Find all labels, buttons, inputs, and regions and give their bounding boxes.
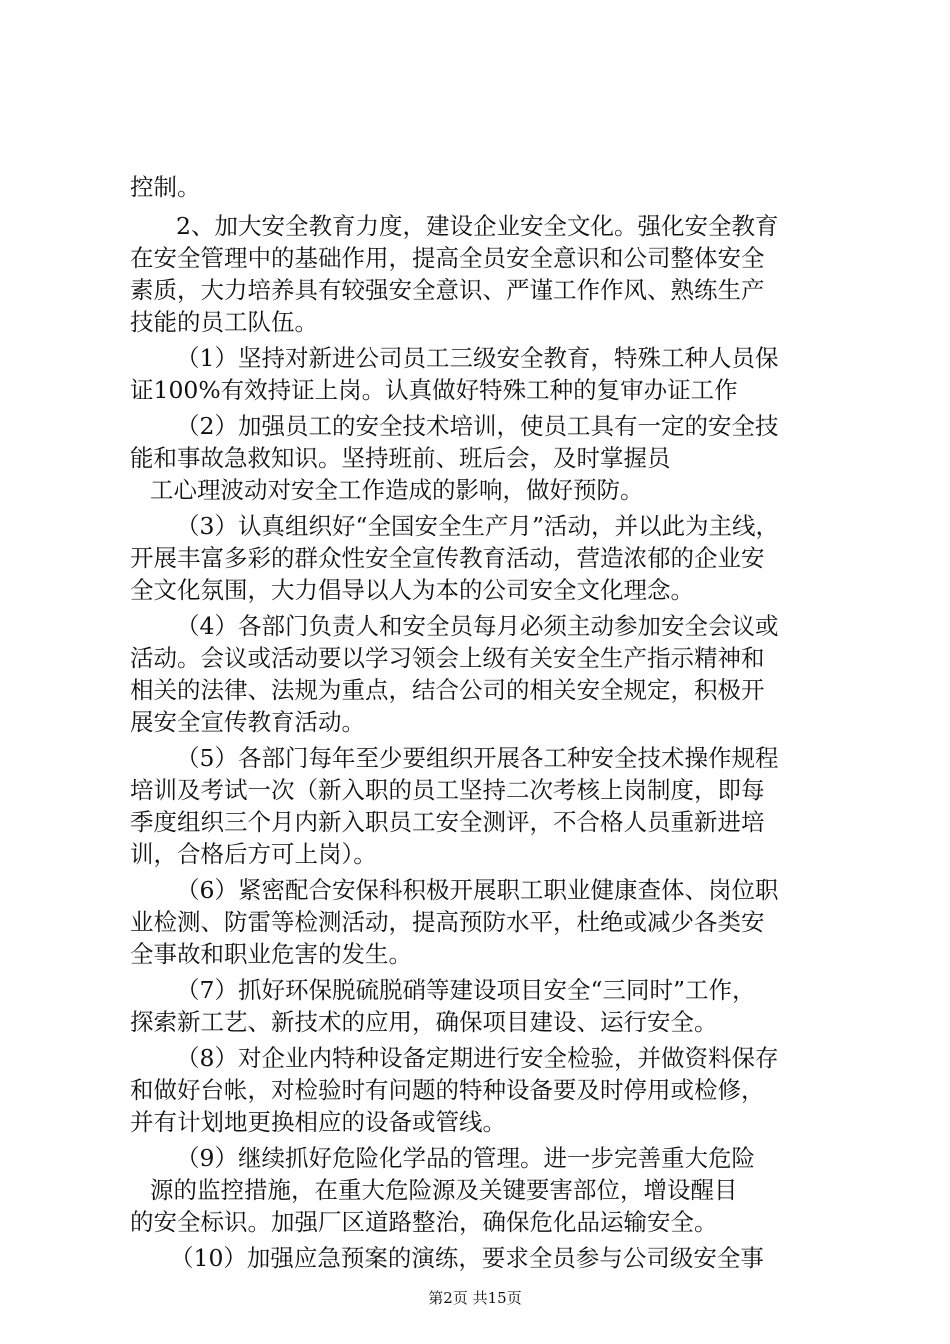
text-line: 技能的员工队伍。 <box>130 308 318 336</box>
text-line: （8）对企业内特种设备定期进行安全检验，并做资料保存 <box>176 1044 779 1072</box>
text-line: 2、加大安全教育力度，建设企业安全文化。强化安全教育 <box>176 212 779 240</box>
text-line: 并有计划地更换相应的设备或管线。 <box>130 1108 506 1136</box>
text-line: 在安全管理中的基础作用，提高全员安全意识和公司整体安全 <box>130 244 765 272</box>
text-line: 源的监控措施，在重大危险源及关键要害部位，增设醒目 <box>150 1176 738 1204</box>
page-number-footer: 第2页 共15页 <box>428 1289 522 1307</box>
text-line: （1）坚持对新进公司员工三级安全教育，特殊工种人员保 <box>176 344 779 372</box>
text-line: 季度组织三个月内新入职员工安全测评，不合格人员重新进培 <box>130 808 765 836</box>
text-line: 证100%有效持证上岗。认真做好特殊工种的复审办证工作 <box>130 376 738 404</box>
text-line: 展安全宣传教育活动。 <box>130 708 365 736</box>
text-line: 探索新工艺、新技术的应用，确保项目建设、运行安全。 <box>130 1008 718 1036</box>
text-line: 全事故和职业危害的发生。 <box>130 940 412 968</box>
text-line: （2）加强员工的安全技术培训，使员工具有一定的安全技 <box>176 412 779 440</box>
text-line: 相关的法律、法规为重点，结合公司的相关安全规定，积极开 <box>130 676 765 704</box>
text-line: 和做好台帐，对检验时有问题的特种设备要及时停用或检修， <box>130 1076 765 1104</box>
text-line: 业检测、防雷等检测活动，提高预防水平，杜绝或减少各类安 <box>130 908 765 936</box>
text-line: （9）继续抓好危险化学品的管理。进一步完善重大危险 <box>176 1144 755 1172</box>
text-line: 的安全标识。加强厂区道路整治，确保危化品运输安全。 <box>130 1208 718 1236</box>
text-line: （5）各部门每年至少要组织开展各工种安全技术操作规程 <box>176 744 779 772</box>
text-line: 工心理波动对安全工作造成的影响，做好预防。 <box>150 476 644 504</box>
text-line: （7）抓好环保脱硫脱硝等建设项目安全“三同时”工作， <box>176 976 756 1004</box>
text-line: （3）认真组织好“全国安全生产月”活动，并以此为主线， <box>176 512 779 540</box>
text-line: （4）各部门负责人和安全员每月必须主动参加安全会议或 <box>176 612 779 640</box>
text-line: （6）紧密配合安保科积极开展职工职业健康查体、岗位职 <box>176 876 779 904</box>
text-line: 能和事故急救知识。坚持班前、班后会，及时掌握员 <box>130 444 671 472</box>
text-line: 控制。 <box>130 173 201 201</box>
text-line: 全文化氛围，大力倡导以人为本的公司安全文化理念。 <box>130 576 694 604</box>
text-line: （10）加强应急预案的演练，要求全员参与公司级安全事 <box>170 1244 764 1272</box>
text-line: 培训及考试一次（新入职的员工坚持二次考核上岗制度，即每 <box>130 776 765 804</box>
text-line: 训，合格后方可上岗）。 <box>130 840 377 868</box>
text-line: 活动。会议或活动要以学习领会上级有关安全生产指示精神和 <box>130 644 765 672</box>
text-line: 开展丰富多彩的群众性安全宣传教育活动，营造浓郁的企业安 <box>130 544 765 572</box>
text-line: 素质，大力培养具有较强安全意识、严谨工作作风、熟练生产 <box>130 276 765 304</box>
